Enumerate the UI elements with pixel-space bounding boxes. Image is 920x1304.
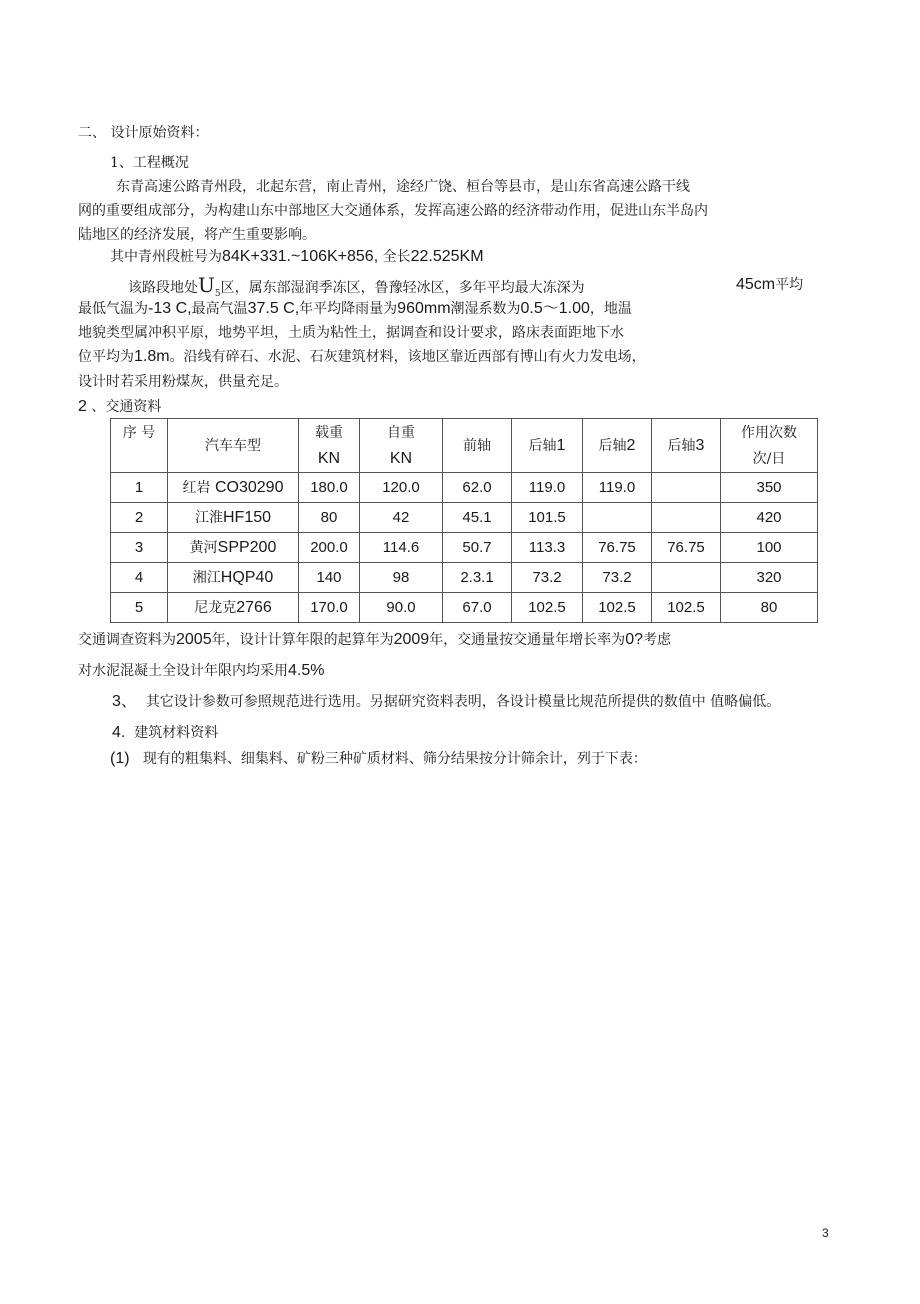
para3-line1 bbox=[128, 273, 585, 303]
para3-line3: 地貌类型属冲积平原，地势平坦，土质为粘性土，据调查和设计要求，路床表面距地下水 bbox=[78, 325, 624, 341]
para3-l4-a: 位平均为 bbox=[78, 349, 134, 365]
para3-line1-end bbox=[736, 276, 803, 294]
header-model: 汽车车型 bbox=[168, 419, 299, 473]
header-uses: 作用次数 次/日 bbox=[721, 419, 818, 473]
para2-stations: 84K+331.~106K+856, bbox=[222, 248, 379, 265]
para3-l2-a: 最低气温为 bbox=[78, 301, 148, 317]
header-front-axle: 前轴 bbox=[443, 419, 512, 473]
para1-line1: 东青高速公路青州段，北起东营，南止青州，途经广饶、桓台等县市，是山东省高速公路干线 bbox=[116, 179, 690, 195]
sub3-num: 3、 bbox=[112, 693, 137, 710]
sub4-text: 建筑材料资料 bbox=[134, 725, 219, 741]
sub2-heading bbox=[78, 398, 161, 416]
para3-min-temp: -13 C, bbox=[148, 300, 192, 317]
section-heading: 二、 设计原始资料： bbox=[78, 125, 209, 141]
para2-prefix: 其中青州段桩号为 bbox=[110, 249, 222, 265]
table-row: 1 红岩 CO30290 180.0 120.0 62.0 119.0 119.0 350 bbox=[111, 473, 818, 503]
header-rear-axle-1: 后轴1 bbox=[512, 419, 583, 473]
para3-line2 bbox=[78, 300, 632, 318]
para2 bbox=[110, 248, 484, 266]
para3-rainfall: 960mm bbox=[397, 300, 451, 317]
para3-zone-sub: 5 bbox=[214, 288, 221, 299]
after-table-line1: 交通调查资料为2005年，设计计算年限的起算年为2009年，交通量按交通量年增长率为0?考虑 bbox=[78, 631, 671, 648]
header-self-weight: 自重 KN bbox=[360, 419, 443, 473]
item1-text: 现有的粗集料、细集料、矿粉三种矿质材料、筛分结果按分计筛余计，列于下表： bbox=[142, 751, 647, 767]
para1-line2: 网的重要组成部分，为构建山东中部地区大交通体系，发挥高速公路的经济带动作用，促进山东半岛内 bbox=[78, 203, 708, 219]
para3-zone: U bbox=[198, 273, 215, 297]
para3-l1-a: 该路段地处 bbox=[128, 280, 198, 296]
table-row: 5 尼龙克2766 170.0 90.0 67.0 102.5 102.5 102.5 80 bbox=[111, 593, 818, 623]
para2-mid: 全长 bbox=[378, 249, 411, 265]
sub4-num: 4. bbox=[112, 724, 126, 741]
item1 bbox=[110, 750, 647, 768]
para3-l4-b: 。沿线有碎石、水泥、石灰建筑材料，该地区靠近西部有博山有火力发电场， bbox=[169, 349, 646, 365]
header-load: 载重 KN bbox=[299, 419, 360, 473]
header-rear-axle-3: 后轴3 bbox=[652, 419, 721, 473]
header-seq: 序 号 bbox=[111, 419, 168, 473]
para3-l2-e: ，地温 bbox=[589, 301, 632, 317]
para3-depth: 45cm bbox=[736, 276, 776, 293]
table-row: 2 江淮HF150 80 42 45.1 101.5 420 bbox=[111, 503, 818, 533]
traffic-table bbox=[110, 418, 818, 623]
para3-humidity: 0.5～1.00 bbox=[520, 300, 590, 317]
item1-num: (1) bbox=[110, 750, 130, 767]
after-table-line2: 对水泥混凝土全设计年限内均采用4.5% bbox=[78, 662, 325, 679]
para3-l2-b: 最高气温 bbox=[191, 301, 248, 317]
para3-l2-d: 潮湿系数为 bbox=[450, 301, 521, 317]
header-rear-axle-2: 后轴2 bbox=[583, 419, 652, 473]
para3-line5: 设计时若采用粉煤灰，供量充足。 bbox=[78, 374, 288, 390]
para1-line3: 陆地区的经济发展，将产生重要影响。 bbox=[78, 227, 316, 243]
sub3 bbox=[112, 693, 780, 711]
sub2-text: 、交通资料 bbox=[91, 399, 162, 415]
concrete-rate: 4.5% bbox=[288, 662, 325, 679]
table-row: 3 黄河SPP200 200.0 114.6 50.7 113.3 76.75 76.75 100 bbox=[111, 533, 818, 563]
sub2-num: 2 bbox=[78, 398, 87, 415]
para3-l2-c: 年平均降雨量为 bbox=[299, 301, 398, 317]
page-number: 3 bbox=[822, 1226, 829, 1240]
table-header-row bbox=[111, 419, 818, 473]
para3-max-temp: 37.5 C, bbox=[247, 300, 300, 317]
para3-line4 bbox=[78, 348, 646, 366]
survey-year: 2005 bbox=[176, 631, 212, 648]
sub4-heading bbox=[112, 724, 218, 742]
start-year: 2009 bbox=[393, 631, 430, 648]
para3-l1-c: 平均 bbox=[775, 277, 804, 293]
growth-rate: 0? bbox=[625, 631, 643, 648]
para3-l1-b: 区，属东部湿润季冻区，鲁豫轻冰区，多年平均最大冻深为 bbox=[220, 280, 585, 296]
para2-length: 22.525KM bbox=[410, 248, 484, 265]
sub3-text: 其它设计参数可参照规范进行选用。另据研究资料表明，各设计模量比规范所提供的数值中 值略偏低。 bbox=[145, 694, 781, 710]
sub1-heading: 1、工程概况 bbox=[110, 155, 189, 171]
para3-water-depth: 1.8m bbox=[134, 348, 170, 365]
table-row: 4 湘江HQP40 140 98 2.3.1 73.2 73.2 320 bbox=[111, 563, 818, 593]
